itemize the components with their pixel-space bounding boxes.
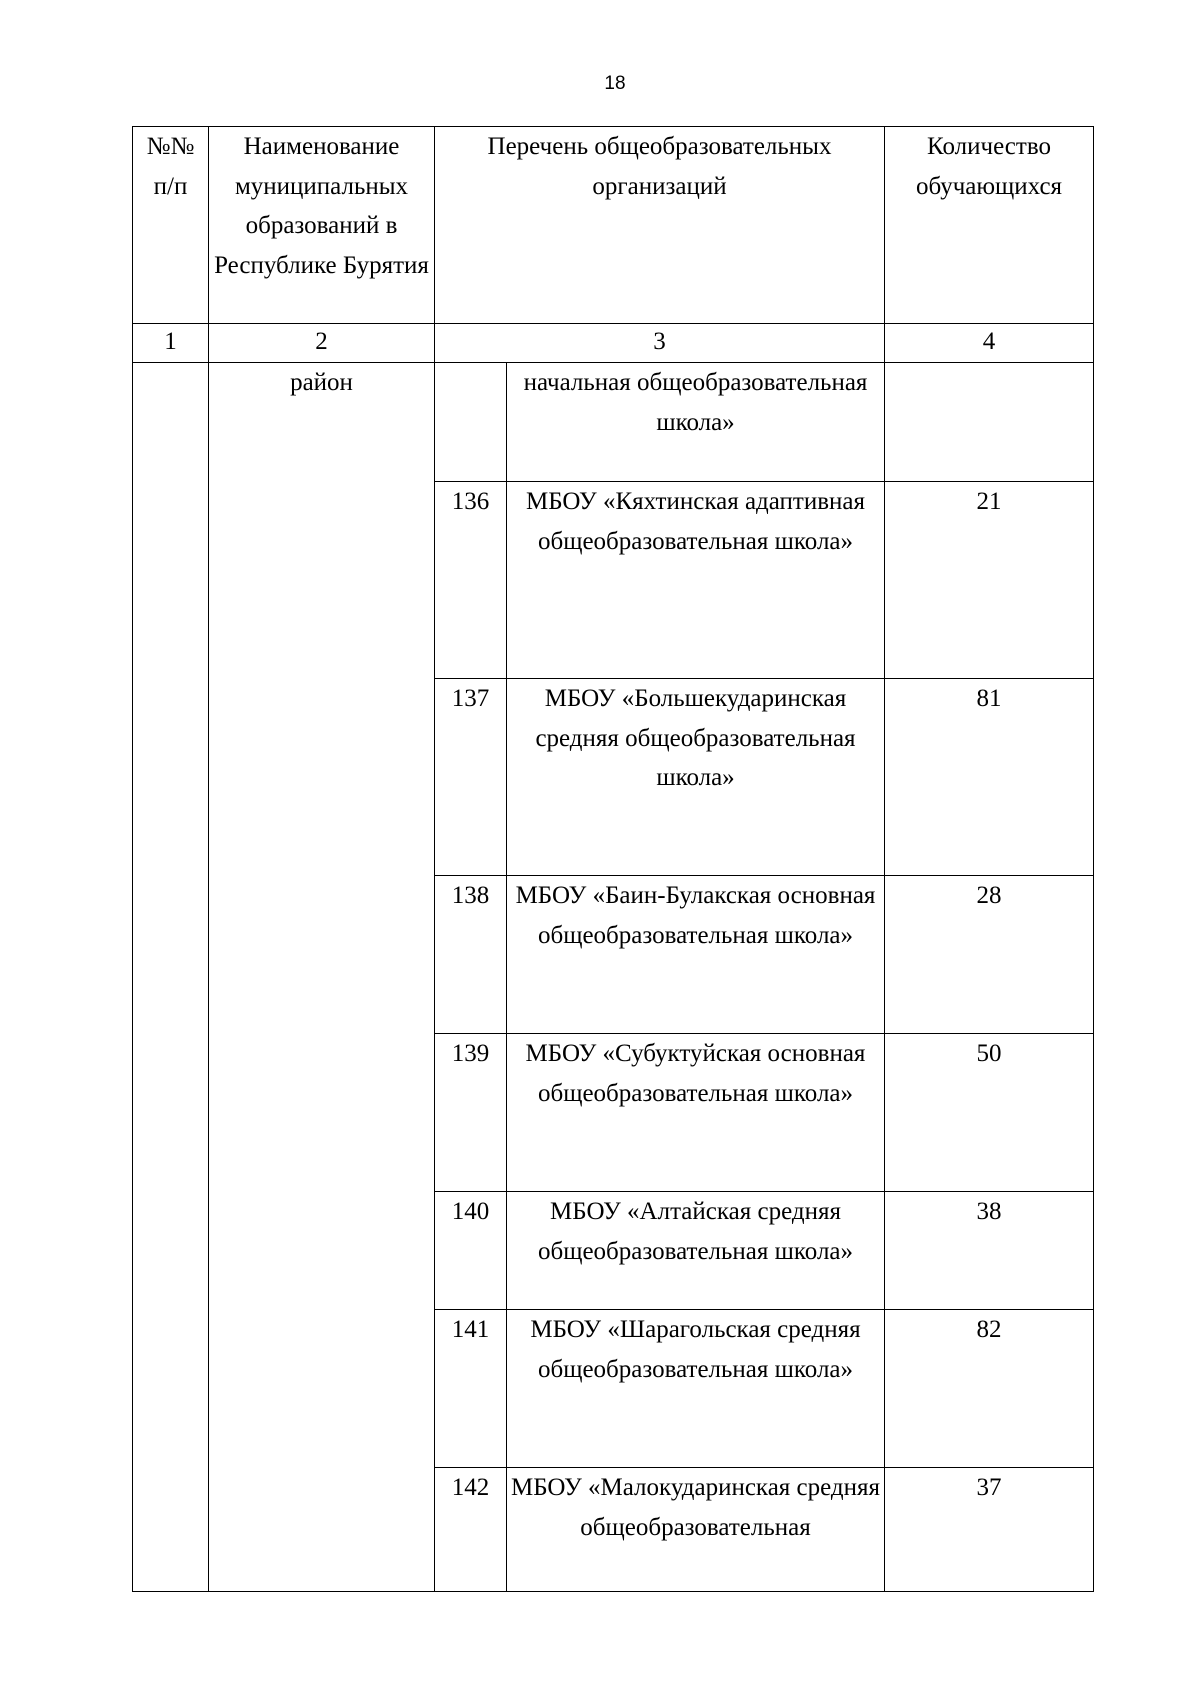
page-number: 18 [604,73,626,94]
header-student-count: Количество обучающихся [885,127,1094,324]
column-number-4: 4 [885,324,1094,363]
student-count: 38 [885,1192,1094,1310]
student-count: 37 [885,1468,1094,1592]
student-count: 50 [885,1034,1094,1192]
org-name: МБОУ «Шарагольская средняя общеобразовательная школа» [507,1310,885,1468]
org-name: МБОУ «Алтайская средняя общеобразовательная школа» [507,1192,885,1310]
org-name: МБОУ «Малокударинская средняя общеобразовательная [507,1468,885,1592]
header-municipality: Наименование муниципальных образований в Республике Бурятия [209,127,435,324]
table-row [133,363,1094,482]
org-name: начальная общеобразовательная школа» [507,363,885,482]
column-number-3: 3 [435,324,885,363]
header-organizations: Перечень общеобразовательных организаций [435,127,885,324]
column-number-row [133,324,1094,363]
org-name: МБОУ «Большекударинская средняя общеобразовательная школа» [507,679,885,876]
org-number: 138 [435,876,507,1034]
org-number: 136 [435,482,507,679]
header-row [133,127,1094,324]
column-number-1: 1 [133,324,209,363]
org-number: 137 [435,679,507,876]
org-name: МБОУ «Кяхтинская адаптивная общеобразовательная школа» [507,482,885,679]
schools-table [132,126,1094,1592]
student-count: 28 [885,876,1094,1034]
municipality-cell: район [209,363,435,1592]
org-number: 142 [435,1468,507,1592]
org-number: 140 [435,1192,507,1310]
header-number: №№ п/п [133,127,209,324]
column-number-2: 2 [209,324,435,363]
org-number [435,363,507,482]
org-number: 141 [435,1310,507,1468]
org-name: МБОУ «Субуктуйская основная общеобразовательная школа» [507,1034,885,1192]
org-name: МБОУ «Баин-Булакская основная общеобразовательная школа» [507,876,885,1034]
student-count: 82 [885,1310,1094,1468]
org-number: 139 [435,1034,507,1192]
student-count: 21 [885,482,1094,679]
student-count [885,363,1094,482]
student-count: 81 [885,679,1094,876]
row-number-cell-empty [133,363,209,1592]
